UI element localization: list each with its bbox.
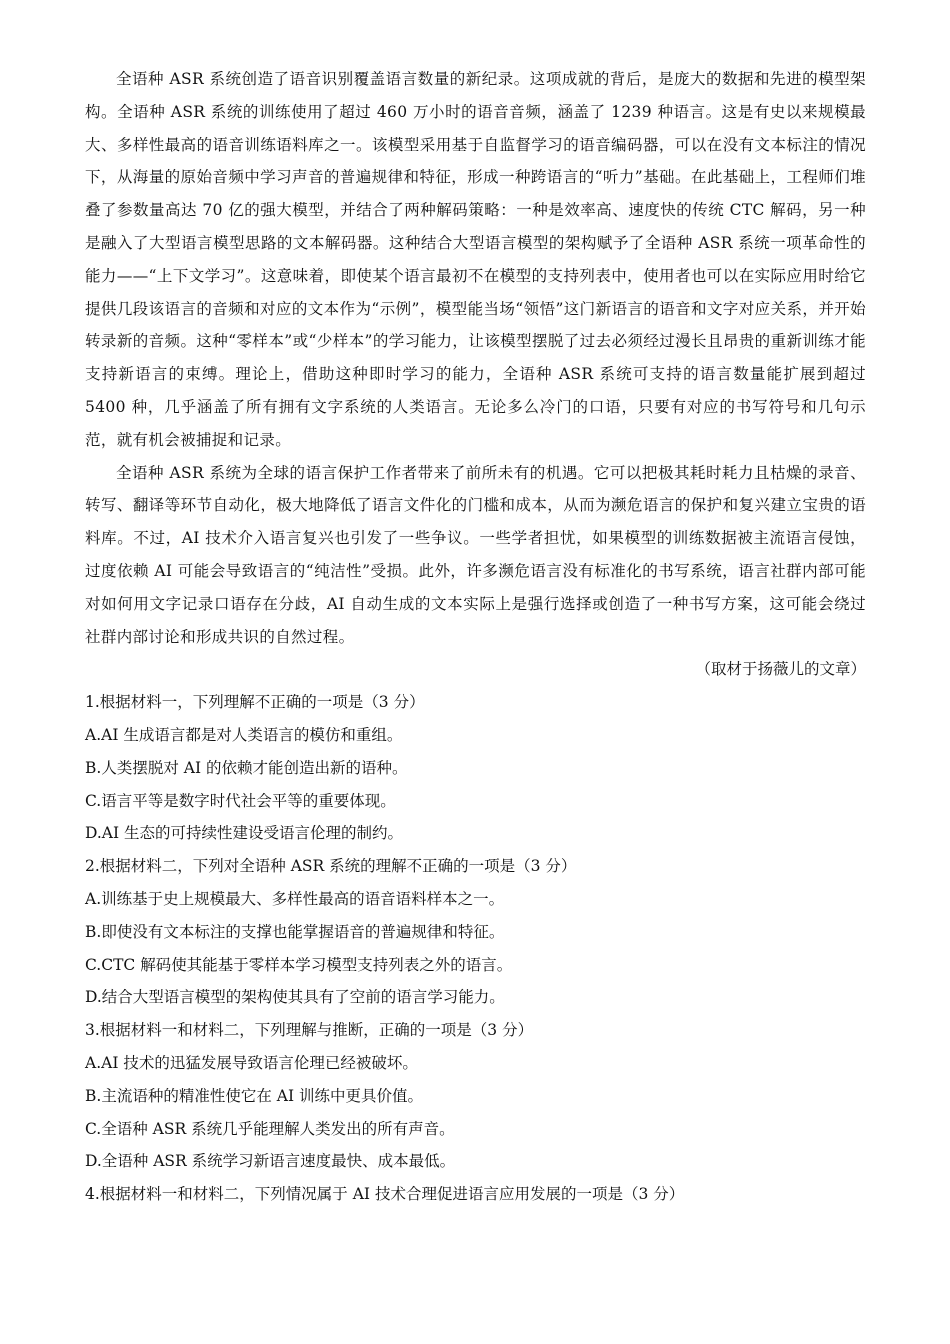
option-a: A.训练基于史上规模最大、多样性最高的语音语料样本之一。	[85, 889, 505, 908]
question-1	[85, 686, 866, 850]
option-b: B.人类摆脱对 AI 的依赖才能创造出新的语种。	[85, 758, 408, 777]
option-d: D.全语种 ASR 系统学习新语言速度最快、成本最低。	[85, 1152, 456, 1171]
option-b: B.即使没有文本标注的支撑也能掌握语音的普遍规律和特征。	[85, 922, 505, 941]
option-b: B.主流语种的精准性使它在 AI 训练中更具价值。	[85, 1086, 423, 1105]
question-stem: 3.根据材料一和材料二，下列理解与推断，正确的一项是（3 分）	[85, 1021, 534, 1040]
question-3	[85, 1014, 866, 1178]
material-paragraph-2: 全语种 ASR 系统为全球的语言保护工作者带来了前所未有的机遇。它可以把极其耗时耗力且枯燥的录音、转写、翻译等环节自动化，极大地降低了语言文件化的门槛和成本，从而为濒危语言的保护和复兴建立宝贵的语料库。不过，AI 技术介入语言复兴也引发了一些争议。一些学者担忧，如果模型的训练数据被主流语言侵蚀，过度依赖 AI 可能会导致语言的“纯洁性”受损。此外，许多濒危语言没有标准化的书写系统，语言社群内部可能对如何用文字记录口语存在分歧，AI 自动生成的文本实际上是强行选择或创造了一种书写方案，这可能会绕过社群内部讨论和形成共识的自然过程。	[85, 463, 866, 646]
option-c: C.CTC 解码使其能基于零样本学习模型支持列表之外的语言。	[85, 955, 513, 974]
option-c: C.全语种 ASR 系统几乎能理解人类发出的所有声音。	[85, 1119, 455, 1138]
question-section	[85, 686, 866, 1211]
reading-material	[85, 63, 866, 686]
option-d: D.结合大型语言模型的架构使其具有了空前的语言学习能力。	[85, 988, 505, 1007]
option-a: A.AI 生成语言都是对人类语言的模仿和重组。	[85, 725, 403, 744]
question-stem: 2.根据材料二，下列对全语种 ASR 系统的理解不正确的一项是（3 分）	[85, 857, 577, 876]
option-c: C.语言平等是数字时代社会平等的重要体现。	[85, 791, 396, 810]
option-d: D.AI 生态的可持续性建设受语言伦理的制约。	[85, 824, 404, 843]
question-2	[85, 850, 866, 1014]
question-stem: 4.根据材料一和材料二，下列情况属于 AI 技术合理促进语言应用发展的一项是（3 分）	[85, 1185, 685, 1204]
source-attribution: （取材于扬薇儿的文章）	[695, 660, 866, 679]
question-4	[85, 1178, 866, 1211]
question-stem: 1.根据材料一，下列理解不正确的一项是（3 分）	[85, 693, 425, 712]
material-paragraph-1: 全语种 ASR 系统创造了语音识别覆盖语言数量的新纪录。这项成就的背后，是庞大的数据和先进的模型架构。全语种 ASR 系统的训练使用了超过 460 万小时的语音音频，涵盖了 1239 种语言。这是有史以来规模最大、多样性最高的语音训练语料库之一。该模型采用基于自监督学习的语音编码器，可以在没有文本标注的情况下，从海量的原始音频中学习声音的普遍规律和特征，形成一种跨语言的“听力”基础。在此基础上，工程师们堆叠了参数量高达 70 亿的强大模型，并结合了两种解码策略：一种是效率高、速度快的传统 CTC 解码，另一种是融入了大型语言模型思路的文本解码器。这种结合大型语言模型的架构赋予了全语种 ASR 系统一项革命性的能力——“上下文学习”。这意味着，即使某个语言最初不在模型的支持列表中，使用者也可以在实际应用时给它提供几段该语言的音频和对应的文本作为“示例”，模型能当场“领悟”这门新语言的语音和文字对应关系，并开始转录新的音频。这种“零样本”或“少样本”的学习能力，让该模型摆脱了过去必须经过漫长且昂贵的重新训练才能支持新语言的束缚。理论上，借助这种即时学习的能力，全语种 ASR 系统可支持的语言数量能扩展到超过 5400 种，几乎涵盖了所有拥有文字系统的人类语言。无论多么冷门的口语，只要有对应的书写符号和几句示范，就有机会被捕捉和记录。	[85, 70, 866, 449]
option-a: A.AI 技术的迅猛发展导致语言伦理已经被破坏。	[85, 1053, 418, 1072]
